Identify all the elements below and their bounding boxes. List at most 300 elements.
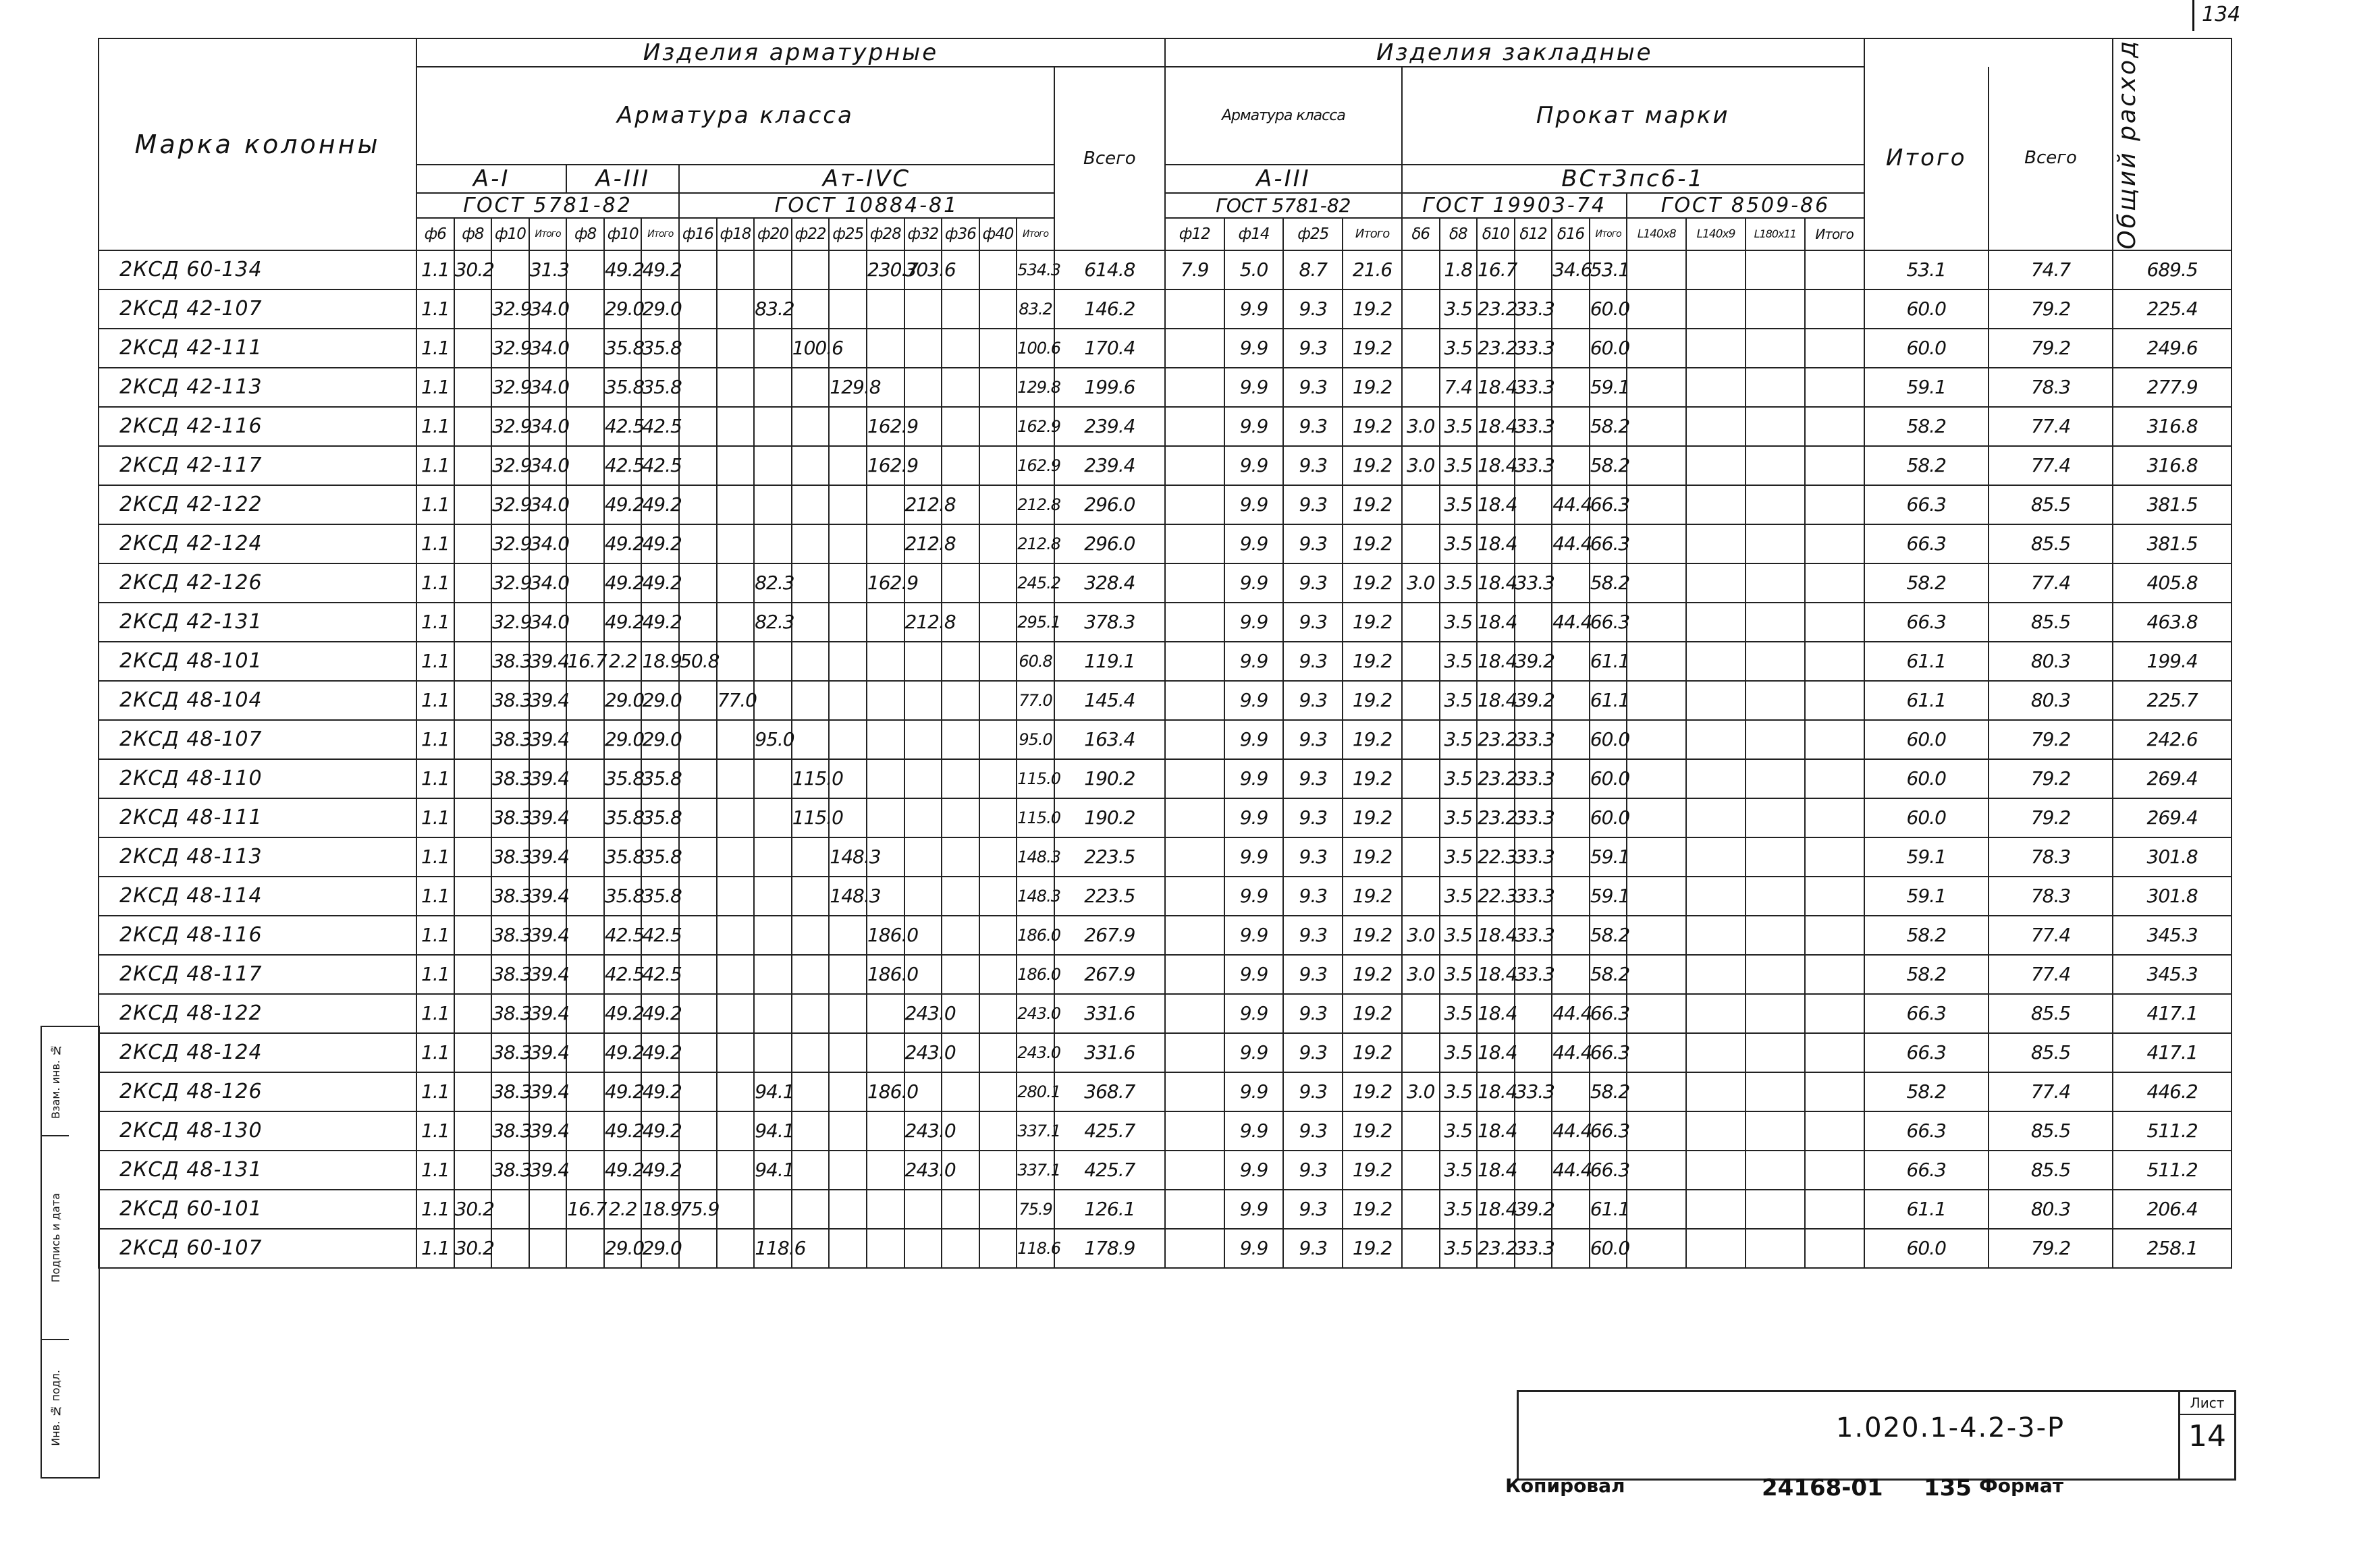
table-cell: 82.3 <box>754 563 792 603</box>
table-cell <box>1627 642 1686 681</box>
overall-header: Общий расход <box>2113 38 2232 250</box>
table-cell: 1.1 <box>416 407 454 446</box>
table-cell <box>1805 446 1864 485</box>
table-cell <box>454 720 492 759</box>
table-cell: 33.3 <box>1515 877 1552 916</box>
table-cell: 378.3 <box>1054 603 1165 642</box>
table-cell: 78.3 <box>1989 837 2113 877</box>
table-cell: 328.4 <box>1054 563 1165 603</box>
table-cell: 7.9 <box>1165 250 1224 289</box>
table-cell <box>979 837 1017 877</box>
col-header: L140x9 <box>1686 218 1746 250</box>
table-cell <box>942 916 979 955</box>
table-cell: 1.1 <box>416 877 454 916</box>
table-cell: 23.2 <box>1477 329 1515 368</box>
row-mark: 2КСД 42-117 <box>99 446 416 485</box>
table-cell <box>1686 798 1746 837</box>
table-cell <box>792 1072 830 1111</box>
table-cell <box>1805 759 1864 798</box>
table-cell: 18.4 <box>1477 1190 1515 1229</box>
table-cell: 463.8 <box>2113 603 2232 642</box>
table-cell: 267.9 <box>1054 955 1165 994</box>
table-cell <box>829 1111 867 1151</box>
table-cell <box>679 524 717 563</box>
row-mark: 2КСД 48-116 <box>99 916 416 955</box>
table-cell <box>1552 759 1590 798</box>
table-cell: 35.8 <box>641 837 679 877</box>
table-row <box>99 289 2232 329</box>
table-cell <box>717 289 755 329</box>
table-cell <box>754 759 792 798</box>
table-cell: 1.1 <box>416 603 454 642</box>
table-cell: 381.5 <box>2113 485 2232 524</box>
table-cell: 35.8 <box>604 837 642 877</box>
table-cell: 9.9 <box>1224 877 1284 916</box>
table-cell: 9.9 <box>1224 1033 1284 1072</box>
table-cell <box>1165 759 1224 798</box>
table-cell <box>1165 877 1224 916</box>
table-cell <box>1515 1111 1552 1151</box>
table-cell <box>867 1111 904 1151</box>
table-cell: 34.0 <box>529 563 567 603</box>
table-cell: 178.9 <box>1054 1229 1165 1268</box>
table-cell <box>867 289 904 329</box>
col-header: ф10 <box>491 218 529 250</box>
table-cell <box>717 1033 755 1072</box>
table-cell: 35.8 <box>641 798 679 837</box>
table-cell: 19.2 <box>1343 798 1402 837</box>
table-cell <box>566 1229 604 1268</box>
table-cell: 66.3 <box>1590 1111 1627 1151</box>
table-cell: 38.3 <box>491 642 529 681</box>
table-cell <box>1686 955 1746 994</box>
table-cell <box>1627 681 1686 720</box>
table-cell <box>979 1111 1017 1151</box>
table-cell <box>1165 916 1224 955</box>
table-cell: 42.5 <box>604 916 642 955</box>
copied-label: Копировал <box>1505 1474 1625 1497</box>
col-header: ф40 <box>979 218 1017 250</box>
table-cell <box>1686 1151 1746 1190</box>
table-cell <box>679 916 717 955</box>
table-row <box>99 642 2232 681</box>
table-cell: 79.2 <box>1989 1229 2113 1268</box>
table-cell <box>566 837 604 877</box>
table-cell: 243.0 <box>904 1033 942 1072</box>
table-cell: 9.3 <box>1283 407 1343 446</box>
table-cell <box>1627 603 1686 642</box>
table-cell <box>1746 1229 1805 1268</box>
table-cell: 58.2 <box>1864 916 1989 955</box>
table-cell: 49.2 <box>604 1072 642 1111</box>
table-cell <box>754 994 792 1033</box>
table-cell: 23.2 <box>1477 1229 1515 1268</box>
table-cell <box>1627 877 1686 916</box>
table-cell <box>566 407 604 446</box>
table-cell <box>1686 1111 1746 1151</box>
table-cell <box>942 289 979 329</box>
table-cell: 18.4 <box>1477 368 1515 407</box>
table-cell <box>867 720 904 759</box>
table-cell: 58.2 <box>1590 446 1627 485</box>
table-cell: 9.3 <box>1283 524 1343 563</box>
table-cell: 9.9 <box>1224 681 1284 720</box>
table-cell <box>1746 1072 1805 1111</box>
col-header: ф22 <box>792 218 830 250</box>
table-cell: 58.2 <box>1864 446 1989 485</box>
table-cell: 146.2 <box>1054 289 1165 329</box>
table-cell <box>1805 603 1864 642</box>
table-cell <box>754 407 792 446</box>
table-cell <box>1746 681 1805 720</box>
table-cell <box>792 877 830 916</box>
table-cell: 19.2 <box>1343 1229 1402 1268</box>
table-cell: 74.7 <box>1989 250 2113 289</box>
table-cell: 33.3 <box>1515 563 1552 603</box>
table-cell <box>1686 485 1746 524</box>
table-cell: 9.9 <box>1224 1190 1284 1229</box>
table-cell: 331.6 <box>1054 994 1165 1033</box>
table-cell: 19.2 <box>1343 642 1402 681</box>
table-cell: 9.3 <box>1283 485 1343 524</box>
table-cell <box>829 1190 867 1229</box>
table-cell: 9.3 <box>1283 446 1343 485</box>
table-cell: 446.2 <box>2113 1072 2232 1111</box>
col-header: ф25 <box>829 218 867 250</box>
col-header: δ6 <box>1402 218 1440 250</box>
table-cell: 60.0 <box>1864 1229 1989 1268</box>
table-cell <box>679 1072 717 1111</box>
side-stamp-cell: Подпись и дата <box>42 1136 69 1340</box>
table-cell: 186.0 <box>867 955 904 994</box>
table-cell: 59.1 <box>1590 877 1627 916</box>
table-cell <box>1746 446 1805 485</box>
table-cell <box>1165 798 1224 837</box>
table-cell <box>1686 994 1746 1033</box>
table-cell <box>1627 485 1686 524</box>
table-cell: 5.0 <box>1224 250 1284 289</box>
table-cell <box>942 955 979 994</box>
table-cell: 9.3 <box>1283 994 1343 1033</box>
table-cell <box>679 603 717 642</box>
table-cell <box>454 1072 492 1111</box>
table-cell <box>1627 368 1686 407</box>
table-cell: 29.0 <box>604 1229 642 1268</box>
table-cell: 8.7 <box>1283 250 1343 289</box>
table-cell <box>904 1229 942 1268</box>
table-cell: 1.1 <box>416 681 454 720</box>
table-cell: 9.9 <box>1224 524 1284 563</box>
table-cell: 60.0 <box>1864 720 1989 759</box>
table-cell: 9.9 <box>1224 916 1284 955</box>
sheet-box <box>2178 1392 2234 1479</box>
table-cell <box>1165 955 1224 994</box>
table-cell <box>566 1072 604 1111</box>
table-cell: 118.6 <box>754 1229 792 1268</box>
table-cell <box>792 1190 830 1229</box>
row-mark: 2КСД 48-130 <box>99 1111 416 1151</box>
col-header: L180x11 <box>1746 218 1805 250</box>
table-cell: 60.0 <box>1864 329 1989 368</box>
table-cell <box>979 1151 1017 1190</box>
table-cell: 249.6 <box>2113 329 2232 368</box>
table-cell <box>1805 681 1864 720</box>
table-cell: 3.0 <box>1402 446 1440 485</box>
table-cell <box>717 1151 755 1190</box>
table-cell <box>1746 289 1805 329</box>
table-cell: 243.0 <box>1017 1033 1054 1072</box>
table-cell <box>1686 1229 1746 1268</box>
consumption-table <box>98 38 2232 1269</box>
table-cell: 58.2 <box>1590 916 1627 955</box>
col-header: Итого <box>1017 218 1054 250</box>
table-cell: 33.3 <box>1515 407 1552 446</box>
table-cell: 148.3 <box>1017 837 1054 877</box>
table-cell <box>717 642 755 681</box>
table-cell: 3.5 <box>1440 642 1478 681</box>
table-cell: 59.1 <box>1864 877 1989 916</box>
gost-angle-header: ГОСТ 8509-86 <box>1627 193 1864 218</box>
table-cell: 29.0 <box>604 720 642 759</box>
row-mark: 2КСД 48-110 <box>99 759 416 798</box>
table-cell: 3.5 <box>1440 603 1478 642</box>
row-mark: 2КСД 60-134 <box>99 250 416 289</box>
table-cell: 42.5 <box>641 446 679 485</box>
table-cell: 66.3 <box>1590 603 1627 642</box>
table-cell <box>679 289 717 329</box>
table-cell <box>1627 955 1686 994</box>
table-row <box>99 603 2232 642</box>
table-cell: 212.8 <box>1017 524 1054 563</box>
table-cell: 9.3 <box>1283 329 1343 368</box>
row-mark: 2КСД 60-107 <box>99 1229 416 1268</box>
table-cell: 49.2 <box>641 994 679 1033</box>
table-cell: 66.3 <box>1864 1111 1989 1151</box>
table-cell: 19.2 <box>1343 446 1402 485</box>
table-cell: 331.6 <box>1054 1033 1165 1072</box>
table-cell <box>566 446 604 485</box>
table-cell <box>792 524 830 563</box>
table-cell: 3.0 <box>1402 916 1440 955</box>
table-cell: 35.8 <box>641 759 679 798</box>
table-cell <box>1552 407 1590 446</box>
table-cell <box>454 563 492 603</box>
table-cell: 1.8 <box>1440 250 1478 289</box>
table-cell: 66.3 <box>1864 485 1989 524</box>
table-cell <box>1402 798 1440 837</box>
table-cell <box>454 407 492 446</box>
table-cell <box>1552 720 1590 759</box>
table-cell: 49.2 <box>641 524 679 563</box>
table-cell: 30.2 <box>454 1190 492 1229</box>
table-cell: 33.3 <box>1515 289 1552 329</box>
table-cell: 60.8 <box>1017 642 1054 681</box>
table-cell: 34.0 <box>529 289 567 329</box>
table-cell: 18.4 <box>1477 485 1515 524</box>
table-cell: 3.5 <box>1440 837 1478 877</box>
table-cell: 39.4 <box>529 877 567 916</box>
table-cell <box>1805 1111 1864 1151</box>
table-row <box>99 837 2232 877</box>
table-cell: 303.6 <box>904 250 942 289</box>
table-cell: 206.4 <box>2113 1190 2232 1229</box>
emb-subtotal-header: Итого <box>1864 67 1989 250</box>
table-cell: 162.9 <box>1017 407 1054 446</box>
table-cell: 212.8 <box>1017 485 1054 524</box>
table-cell: 85.5 <box>1989 1111 2113 1151</box>
table-cell <box>1515 485 1552 524</box>
table-row <box>99 1111 2232 1151</box>
col-header: ф6 <box>416 218 454 250</box>
table-cell: 49.2 <box>604 485 642 524</box>
table-cell: 77.4 <box>1989 955 2113 994</box>
table-cell: 33.3 <box>1515 955 1552 994</box>
table-cell: 39.4 <box>529 681 567 720</box>
table-cell <box>1552 446 1590 485</box>
table-cell <box>1165 485 1224 524</box>
table-cell <box>829 642 867 681</box>
table-cell: 19.2 <box>1343 759 1402 798</box>
table-cell: 34.0 <box>529 407 567 446</box>
table-cell <box>1746 720 1805 759</box>
col-header: Итого <box>529 218 567 250</box>
table-cell: 9.9 <box>1224 485 1284 524</box>
table-cell: 19.2 <box>1343 877 1402 916</box>
table-cell: 66.3 <box>1590 485 1627 524</box>
table-cell <box>1165 1229 1224 1268</box>
table-row <box>99 524 2232 563</box>
table-cell <box>1805 1190 1864 1229</box>
table-cell: 129.8 <box>829 368 867 407</box>
table-cell: 19.2 <box>1343 1151 1402 1190</box>
table-cell <box>979 368 1017 407</box>
row-mark: 2КСД 48-101 <box>99 642 416 681</box>
table-cell <box>491 1229 529 1268</box>
row-mark: 2КСД 48-117 <box>99 955 416 994</box>
table-cell <box>1686 289 1746 329</box>
class-at4c-header: Ат-IVС <box>679 165 1054 193</box>
table-cell: 316.8 <box>2113 446 2232 485</box>
table-cell: 9.9 <box>1224 837 1284 877</box>
row-mark: 2КСД 42-124 <box>99 524 416 563</box>
table-cell <box>979 681 1017 720</box>
table-cell <box>942 877 979 916</box>
table-cell <box>566 1111 604 1151</box>
table-cell: 689.5 <box>2113 250 2232 289</box>
table-cell: 162.9 <box>867 563 904 603</box>
table-cell: 85.5 <box>1989 603 2113 642</box>
table-cell: 1.1 <box>416 1072 454 1111</box>
table-cell <box>867 603 904 642</box>
table-cell <box>979 994 1017 1033</box>
table-cell: 18.4 <box>1477 994 1515 1033</box>
table-cell <box>1627 1033 1686 1072</box>
order-number: 24168-01 <box>1762 1474 1883 1501</box>
table-cell: 19.2 <box>1343 563 1402 603</box>
table-cell <box>1686 368 1746 407</box>
table-cell: 1.1 <box>416 446 454 485</box>
table-cell: 9.9 <box>1224 603 1284 642</box>
table-cell: 9.3 <box>1283 1229 1343 1268</box>
table-cell: 16.7 <box>566 1190 604 1229</box>
table-cell <box>1686 563 1746 603</box>
col-header: δ12 <box>1515 218 1552 250</box>
table-cell: 42.5 <box>604 446 642 485</box>
table-cell <box>754 446 792 485</box>
table-cell: 296.0 <box>1054 524 1165 563</box>
col-header: Итого <box>1590 218 1627 250</box>
table-cell: 9.3 <box>1283 798 1343 837</box>
table-cell: 95.0 <box>1017 720 1054 759</box>
table-cell: 18.4 <box>1477 407 1515 446</box>
table-cell <box>1805 877 1864 916</box>
table-cell <box>1686 916 1746 955</box>
table-cell <box>1627 1229 1686 1268</box>
table-cell: 9.3 <box>1283 681 1343 720</box>
table-cell: 38.3 <box>491 1151 529 1190</box>
table-cell <box>679 1151 717 1190</box>
table-cell: 18.4 <box>1477 916 1515 955</box>
table-cell <box>1402 524 1440 563</box>
table-cell <box>1805 798 1864 837</box>
table-cell: 60.0 <box>1590 1229 1627 1268</box>
table-cell <box>1627 329 1686 368</box>
table-cell: 35.8 <box>604 877 642 916</box>
table-cell: 35.8 <box>604 759 642 798</box>
table-cell: 39.2 <box>1515 681 1552 720</box>
table-cell: 3.5 <box>1440 759 1478 798</box>
document-code: 1.020.1-4.2-3-Р <box>1836 1412 2065 1443</box>
table-cell: 32.9 <box>491 485 529 524</box>
table-cell: 9.3 <box>1283 1111 1343 1151</box>
table-cell: 66.3 <box>1590 1033 1627 1072</box>
table-cell <box>679 250 717 289</box>
table-cell <box>1746 916 1805 955</box>
table-row <box>99 446 2232 485</box>
table-cell: 1.1 <box>416 289 454 329</box>
table-cell <box>829 603 867 642</box>
table-cell: 3.5 <box>1440 524 1478 563</box>
sheet-number: 14 <box>2188 1419 2226 1454</box>
table-cell: 60.0 <box>1590 720 1627 759</box>
table-cell <box>754 250 792 289</box>
table-cell: 223.5 <box>1054 837 1165 877</box>
row-mark: 2КСД 42-131 <box>99 603 416 642</box>
table-cell <box>867 994 904 1033</box>
class-a3-header: А-III <box>566 165 679 193</box>
table-cell: 3.5 <box>1440 798 1478 837</box>
table-cell <box>979 603 1017 642</box>
table-cell: 19.2 <box>1343 603 1402 642</box>
table-cell <box>754 837 792 877</box>
table-cell <box>1402 289 1440 329</box>
table-cell: 9.9 <box>1224 407 1284 446</box>
table-cell <box>529 1190 567 1229</box>
table-cell: 39.4 <box>529 1151 567 1190</box>
table-cell: 78.3 <box>1989 877 2113 916</box>
table-row <box>99 368 2232 407</box>
table-cell <box>942 407 979 446</box>
table-cell: 49.2 <box>604 1111 642 1151</box>
table-cell: 1.1 <box>416 1111 454 1151</box>
table-cell: 66.3 <box>1864 1033 1989 1072</box>
table-cell <box>979 289 1017 329</box>
table-cell <box>979 916 1017 955</box>
side-stamp-cell: Взам. инв. № <box>42 1027 69 1136</box>
table-cell: 301.8 <box>2113 837 2232 877</box>
table-cell: 35.8 <box>604 368 642 407</box>
table-cell <box>679 329 717 368</box>
